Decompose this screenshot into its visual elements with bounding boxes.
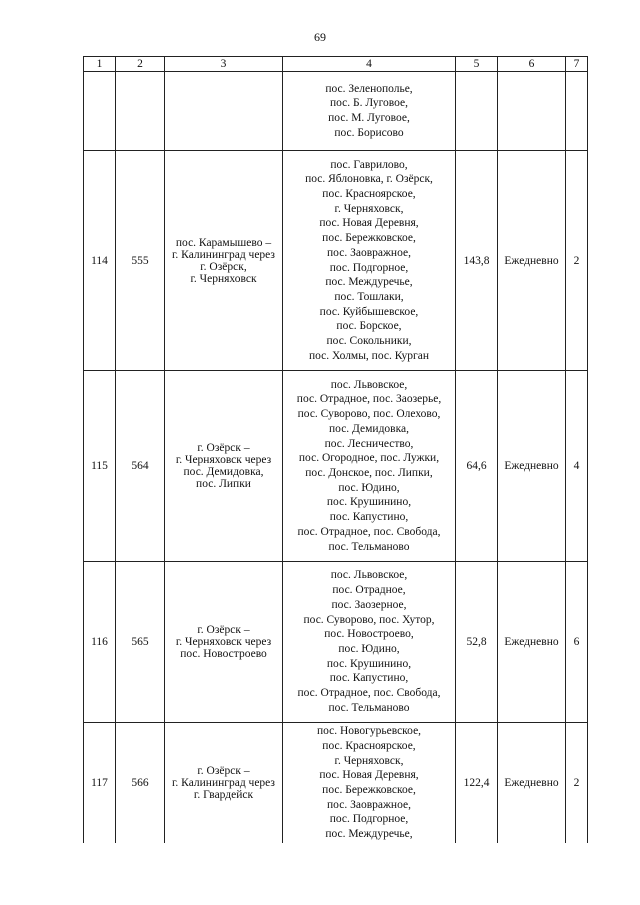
stops-cell-line: пос. Новогурьевское, — [316, 725, 422, 738]
stops-cell-line: г. Черняховск, — [334, 202, 404, 215]
header-row — [84, 57, 588, 72]
stops-cell-line: пос. Бережковское, — [322, 784, 416, 796]
route-name-cell-line: г. Озёрск, — [200, 260, 247, 273]
route-name-cell-line: г. Озёрск – — [197, 442, 250, 454]
table-row — [84, 562, 588, 723]
count-cell — [566, 72, 588, 151]
row-number-cell: 116 — [84, 562, 116, 723]
stops-cell-line: пос. Холмы, пос. Курган — [308, 349, 430, 362]
route-name-cell — [165, 371, 283, 562]
route-name-cell-line: пос. Новостроево — [180, 648, 267, 660]
stops-cell-line: пос. Тошлаки, — [334, 290, 404, 303]
route-number-cell: 555 — [116, 151, 165, 371]
table-row — [84, 151, 588, 371]
count-cell: 6 — [566, 562, 588, 723]
frequency-cell: Ежедневно — [498, 723, 566, 844]
row-number-cell: 114 — [84, 151, 116, 371]
stops-cell-line: пос. Новостроево, — [324, 628, 414, 641]
stops-cell-line: пос. Заовражное, — [327, 798, 411, 811]
row-number-cell: 117 — [84, 723, 116, 844]
stops-cell-line: пос. Борское, — [336, 320, 402, 333]
stops-cell-line: пос. Демидовка, — [329, 422, 409, 435]
stops-cell-line: пос. М. Луговое, — [328, 112, 410, 124]
stops-cell-line: пос. Заозерное, — [331, 598, 407, 611]
stops-cell-line: пос. Донское, пос. Липки, — [305, 467, 433, 479]
stops-cell — [283, 151, 456, 371]
stops-cell-line: пос. Суворово, пос. Хутор, — [303, 613, 435, 626]
stops-cell-line: пос. Подгорное, — [329, 261, 409, 274]
row-number-cell — [84, 72, 116, 151]
row-number-cell: 115 — [84, 371, 116, 562]
column-header: 6 — [498, 57, 566, 72]
stops-cell-line: пос. Лесничество, — [324, 437, 414, 450]
stops-cell-line: пос. Подгорное, — [329, 813, 409, 826]
stops-cell-line: пос. Красноярское, — [322, 187, 416, 200]
stops-cell-line: пос. Юдино, — [338, 643, 400, 655]
stops-cell-line: пос. Тельманово — [328, 540, 410, 553]
route-name-cell-line: пос. Карамышево – — [175, 236, 272, 249]
length-cell — [456, 72, 498, 151]
route-number-cell: 565 — [116, 562, 165, 723]
table-row — [84, 371, 588, 562]
stops-cell-line: пос. Отрадное, — [332, 584, 406, 597]
page-number: 69 — [314, 30, 326, 44]
route-name-cell-line: г. Гвардейск — [193, 789, 254, 801]
stops-cell-line: пос. Гаврилово, — [330, 158, 408, 171]
route-number-cell: 564 — [116, 371, 165, 562]
stops-cell-line: пос. Крушинино, — [326, 496, 412, 509]
stops-cell-line: пос. Новая Деревня, — [319, 769, 419, 782]
column-header: 1 — [84, 57, 116, 72]
length-cell: 143,8 — [456, 151, 498, 371]
table-row — [84, 72, 588, 151]
stops-cell-line: пос. Красноярское, — [322, 739, 416, 752]
route-name-cell-line: г. Черняховск через — [175, 636, 272, 648]
route-number-cell — [116, 72, 165, 151]
route-name-cell-line: г. Калининград через — [172, 248, 275, 261]
route-name-cell-line: пос. Липки — [196, 478, 251, 490]
route-name-cell — [165, 72, 283, 151]
stops-cell-line: пос. Междуречье, — [325, 828, 413, 841]
stops-cell-line: пос. Яблоновка, г. Озёрск, — [305, 173, 433, 186]
stops-cell-line: пос. Львовское, — [330, 569, 408, 582]
route-name-cell — [165, 151, 283, 371]
frequency-cell: Ежедневно — [498, 562, 566, 723]
route-name-cell-line: г. Черняховск — [190, 272, 257, 285]
stops-cell-line: пос. Капустино, — [329, 511, 409, 524]
stops-cell — [283, 72, 456, 151]
stops-cell-line: пос. Отрадное, пос. Свобода, — [297, 687, 441, 700]
route-name-cell-line: г. Черняховск через — [175, 454, 272, 466]
route-name-cell-line: г. Калининград через — [172, 777, 275, 789]
column-header: 2 — [116, 57, 165, 72]
route-name-cell-line: г. Озёрск – — [197, 624, 250, 636]
column-header: 3 — [165, 57, 283, 72]
stops-cell-line: пос. Юдино, — [338, 481, 400, 494]
stops-cell-line: пос. Крушинино, — [326, 657, 412, 670]
frequency-cell — [498, 72, 566, 151]
stops-cell-line: пос. Междуречье, — [325, 276, 413, 289]
table-row — [84, 723, 588, 844]
stops-cell-line: пос. Капустино, — [329, 672, 409, 685]
stops-cell-line: пос. Сокольники, — [326, 335, 412, 348]
count-cell: 4 — [566, 371, 588, 562]
count-cell: 2 — [566, 723, 588, 844]
routes-table — [83, 56, 588, 843]
stops-cell-line: пос. Заовражное, — [327, 246, 411, 259]
stops-cell-line: пос. Отрадное, пос. Свобода, — [297, 525, 441, 538]
length-cell: 64,6 — [456, 371, 498, 562]
count-cell: 2 — [566, 151, 588, 371]
stops-cell-line: пос. Львовское, — [330, 378, 408, 391]
route-name-cell-line: пос. Демидовка, — [183, 466, 264, 478]
frequency-cell: Ежедневно — [498, 371, 566, 562]
column-header: 5 — [456, 57, 498, 72]
stops-cell-line: пос. Новая Деревня, — [319, 217, 419, 230]
stops-cell-line: пос. Огородное, пос. Лужки, — [298, 452, 440, 465]
length-cell: 122,4 — [456, 723, 498, 844]
stops-cell — [283, 723, 456, 844]
stops-cell-line: пос. Суворово, пос. Олехово, — [297, 408, 441, 421]
column-header: 4 — [283, 57, 456, 72]
stops-cell — [283, 562, 456, 723]
stops-cell-line: г. Черняховск, — [334, 754, 404, 767]
stops-cell-line: пос. Тельманово — [328, 701, 410, 714]
route-name-cell — [165, 723, 283, 844]
stops-cell-line: пос. Отрадное, пос. Заозерье, — [296, 393, 442, 406]
frequency-cell: Ежедневно — [498, 151, 566, 371]
column-header: 7 — [566, 57, 588, 72]
stops-cell-line: пос. Зеленополье, — [325, 82, 413, 95]
route-name-cell — [165, 562, 283, 723]
stops-cell-line: пос. Бережковское, — [322, 232, 416, 245]
stops-cell-line: пос. Борисово — [334, 126, 404, 139]
route-name-cell-line: г. Озёрск – — [197, 765, 250, 777]
length-cell: 52,8 — [456, 562, 498, 723]
route-number-cell: 566 — [116, 723, 165, 844]
stops-cell — [283, 371, 456, 562]
stops-cell-line: пос. Куйбышевское, — [319, 305, 419, 318]
stops-cell-line: пос. Б. Луговое, — [329, 97, 409, 110]
